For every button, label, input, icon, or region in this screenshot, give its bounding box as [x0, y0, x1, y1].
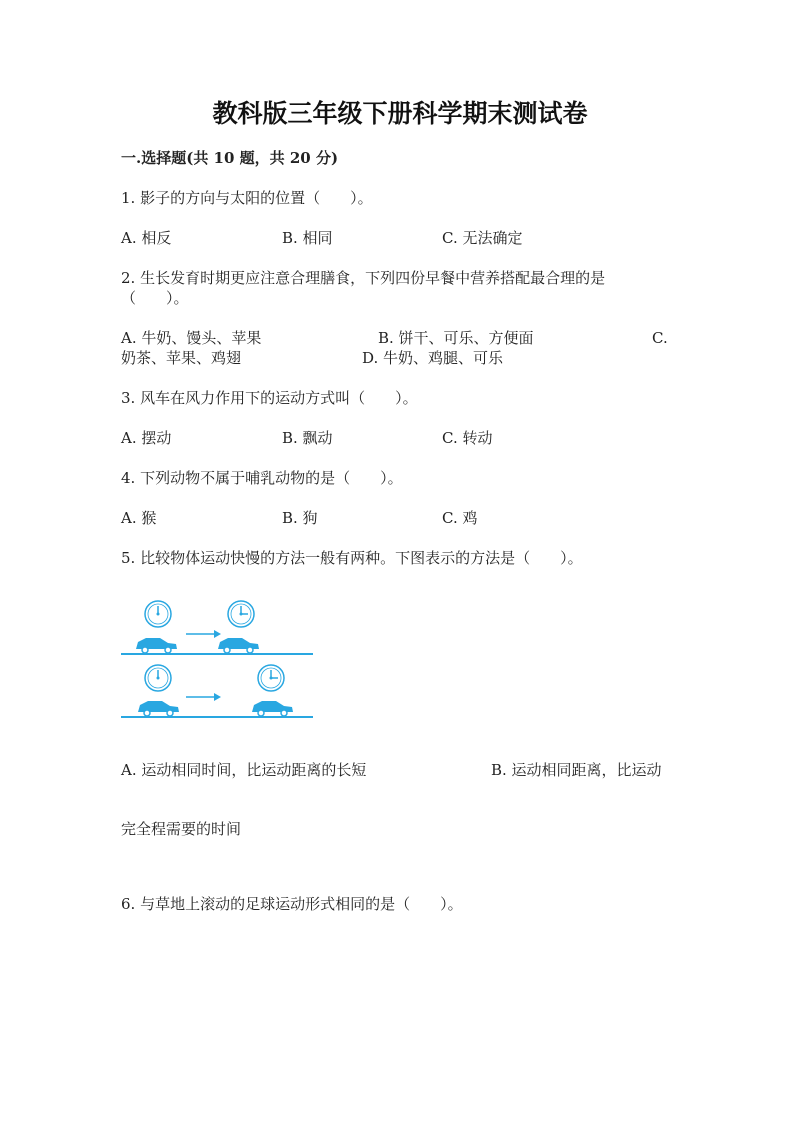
question-5-option-b[interactable]: B. 运动相同距离，比运动 [491, 761, 662, 779]
question-4-option-b[interactable]: B. 狗 [282, 509, 318, 527]
question-4-option-a[interactable]: A. 猴 [121, 509, 157, 527]
question-4-option-c[interactable]: C. 鸡 [442, 509, 478, 527]
question-1-option-b[interactable]: B. 相同 [282, 229, 333, 247]
question-3-option-c[interactable]: C. 转动 [442, 429, 493, 447]
question-6-stem: 6. 与草地上滚动的足球运动形式相同的是（ ）。 [121, 895, 463, 913]
clock-icon [228, 601, 254, 627]
question-2-stem-line1: 2. 生长发育时期更应注意合理膳食，下列四份早餐中营养搭配最合理的是 [121, 269, 606, 287]
question-3-option-a[interactable]: A. 摆动 [121, 429, 172, 447]
question-4-stem: 4. 下列动物不属于哺乳动物的是（ ）。 [121, 469, 403, 487]
arrow-icon [186, 630, 221, 638]
question-5-stem: 5. 比较物体运动快慢的方法一般有两种。下图表示的方法是（ ）。 [121, 549, 583, 567]
motion-comparison-figure [118, 595, 318, 723]
question-1-option-a[interactable]: A. 相反 [121, 229, 172, 247]
question-2-option-c-text[interactable]: 奶茶、苹果、鸡翅 [121, 349, 242, 367]
clock-icon [145, 665, 171, 691]
question-2-option-b[interactable]: B. 饼干、可乐、方便面 [378, 329, 534, 347]
question-2-option-d[interactable]: D. 牛奶、鸡腿、可乐 [362, 349, 504, 367]
question-1-option-c[interactable]: C. 无法确定 [442, 229, 523, 247]
car-icon [138, 701, 179, 716]
car-icon [136, 638, 177, 653]
car-icon [218, 638, 259, 653]
question-2-option-a[interactable]: A. 牛奶、馒头、苹果 [121, 329, 262, 347]
question-2-stem-line2: （ ）。 [121, 289, 189, 307]
question-1-stem: 1. 影子的方向与太阳的位置（ ）。 [121, 189, 373, 207]
question-2-option-c-label[interactable]: C. [652, 329, 668, 347]
clock-icon [258, 665, 284, 691]
question-5-option-b-continued[interactable]: 完全程需要的时间 [121, 820, 242, 838]
arrow-icon [186, 693, 221, 701]
page-title: 教科版三年级下册科学期末测试卷 [212, 99, 588, 128]
car-icon [252, 701, 293, 716]
question-3-stem: 3. 风车在风力作用下的运动方式叫（ ）。 [121, 389, 418, 407]
question-3-option-b[interactable]: B. 飘动 [282, 429, 333, 447]
question-5-option-a[interactable]: A. 运动相同时间，比运动距离的长短 [121, 761, 367, 779]
clock-icon [145, 601, 171, 627]
section-heading: 一.选择题(共 10 题，共 20 分) [121, 149, 339, 167]
